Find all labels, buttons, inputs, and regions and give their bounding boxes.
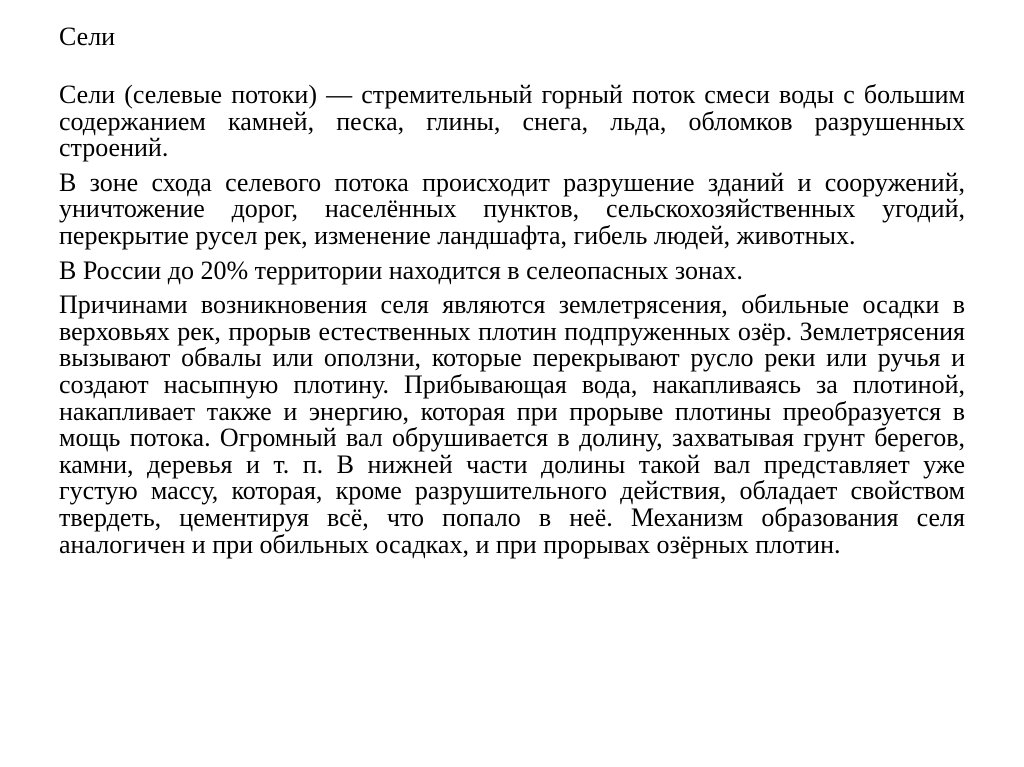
- document-title: Сели: [59, 22, 116, 51]
- paragraph-definition: Сели (селевые потоки) — стремительный горный поток смеси воды с большим содержанием камней, песка, глины, снега, льда, обломков разрушенных строений.: [59, 80, 965, 163]
- paragraph-consequences: В зоне схода селевого потока происходит разрушение зданий и сооружений, уничтожение дорог, населённых пунктов, сельскохозяйственных угодий, перекрытие русел рек, изменение ландшафта, гибель людей, животных.: [59, 167, 965, 250]
- document-page: [59, 22, 965, 566]
- paragraph-causes: Причинами возникновения селя являются землетрясения, обильные осадки в верховьях рек, прорыв естественных плотин подпруженных озёр. Землетрясения вызывают обвалы или оползни, которые перекрывают русло реки или ручья и создают насыпную плотину. Прибывающая вода, накапливаясь за плотиной, накапливает также и энергию, которая при прорыве плотины преобразуется в мощь потока. Огромный вал обрушивается в долину, захватывая грунт берегов, камни, деревья и т. п. В нижней части долины такой вал представляет уже густую массу, которая, кроме разрушительного действия, обладает свойством твердеть, цементируя всё, что попало в неё. Механизм образования селя аналогичен и при обильных осадках, и при прорывах озёрных плотин.: [59, 290, 965, 559]
- paragraph-russia-share: В России до 20% территории находится в селеопасных зонах.: [59, 255, 743, 285]
